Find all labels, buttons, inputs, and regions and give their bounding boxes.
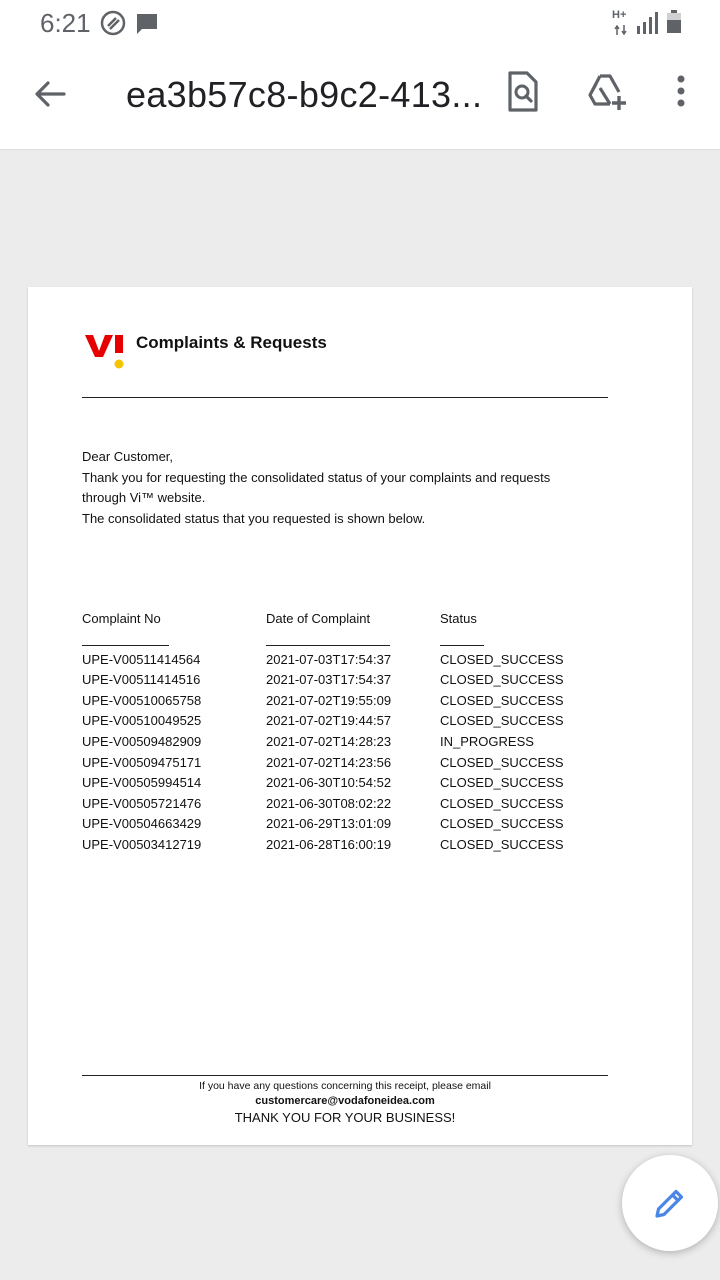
complaint-status: CLOSED_SUCCESS bbox=[440, 836, 564, 852]
footer-email[interactable]: customercare@vodafoneidea.com bbox=[255, 1095, 435, 1107]
complaint-status: IN_PROGRESS bbox=[440, 733, 534, 749]
complaint-date: 2021-06-29T13:01:09 bbox=[266, 816, 392, 832]
header-underline bbox=[440, 645, 484, 646]
complaint-no: UPE-V00503412719 bbox=[82, 836, 202, 852]
vi-logo bbox=[83, 331, 129, 376]
find-in-page-icon[interactable] bbox=[505, 70, 541, 119]
add-to-drive-icon[interactable] bbox=[586, 70, 630, 119]
letter-line: Thank you for requesting the consolidated status of your complaints and requests bbox=[82, 469, 551, 485]
complaint-date: 2021-07-02T14:28:23 bbox=[266, 733, 392, 749]
complaint-status: CLOSED_SUCCESS bbox=[440, 816, 564, 832]
message-icon bbox=[135, 12, 159, 41]
complaint-date: 2021-06-30T08:02:22 bbox=[266, 795, 392, 811]
header-underline bbox=[266, 645, 390, 646]
status-bar bbox=[0, 0, 720, 48]
column-header-status: Status bbox=[440, 611, 477, 626]
edit-pencil-icon bbox=[653, 1186, 687, 1220]
complaint-no: UPE-V00511414516 bbox=[82, 672, 201, 688]
back-arrow-icon[interactable] bbox=[30, 74, 70, 114]
footer-divider bbox=[82, 1075, 608, 1076]
letter-line: The consolidated status that you requested is shown below. bbox=[82, 510, 426, 526]
network-type-label: H+ bbox=[612, 9, 627, 21]
complaint-no: UPE-V00510049525 bbox=[82, 713, 202, 729]
column-header-date: Date of Complaint bbox=[266, 611, 371, 626]
complaint-date: 2021-07-03T17:54:37 bbox=[266, 651, 392, 667]
complaint-no: UPE-V00505721476 bbox=[82, 795, 202, 811]
complaint-status: CLOSED_SUCCESS bbox=[440, 713, 564, 729]
complaint-date: 2021-07-03T17:54:37 bbox=[266, 672, 392, 688]
complaint-no: UPE-V00510065758 bbox=[82, 692, 202, 708]
complaint-no: UPE-V00509482909 bbox=[82, 733, 202, 749]
signal-icon bbox=[636, 12, 660, 39]
footer-note: If you have any questions concerning this receipt, please email bbox=[199, 1080, 491, 1092]
app-bar bbox=[0, 48, 720, 150]
edit-fab-button[interactable] bbox=[622, 1155, 718, 1251]
header-divider bbox=[82, 397, 608, 398]
complaint-date: 2021-07-02T19:55:09 bbox=[266, 692, 392, 708]
complaint-no: UPE-V00511414564 bbox=[82, 651, 201, 667]
complaint-status: CLOSED_SUCCESS bbox=[440, 672, 564, 688]
more-vert-icon[interactable] bbox=[672, 74, 690, 115]
complaint-status: CLOSED_SUCCESS bbox=[440, 775, 564, 791]
column-header-complaint-no: Complaint No bbox=[82, 611, 161, 626]
header-underline bbox=[82, 645, 169, 646]
complaint-status: CLOSED_SUCCESS bbox=[440, 651, 564, 667]
complaint-date: 2021-07-02T14:23:56 bbox=[266, 754, 392, 770]
complaint-date: 2021-06-28T16:00:19 bbox=[266, 836, 392, 852]
data-arrows-icon bbox=[614, 22, 628, 40]
complaint-no: UPE-V00505994514 bbox=[82, 775, 202, 791]
focus-mode-icon bbox=[100, 10, 126, 41]
complaint-status: CLOSED_SUCCESS bbox=[440, 692, 564, 708]
complaint-date: 2021-06-30T10:54:52 bbox=[266, 775, 392, 791]
document-title: ea3b57c8-b9c2-413... bbox=[126, 74, 483, 115]
complaint-no: UPE-V00504663429 bbox=[82, 816, 202, 832]
complaint-status: CLOSED_SUCCESS bbox=[440, 795, 564, 811]
letter-greeting: Dear Customer, bbox=[82, 449, 174, 464]
letter-line: through Vi™ website. bbox=[82, 490, 206, 505]
complaint-date: 2021-07-02T19:44:57 bbox=[266, 713, 392, 729]
footer-thanks: THANK YOU FOR YOUR BUSINESS! bbox=[234, 1110, 456, 1125]
document-heading: Complaints & Requests bbox=[136, 333, 327, 352]
letter-body bbox=[82, 447, 550, 529]
complaint-status: CLOSED_SUCCESS bbox=[440, 754, 564, 770]
status-time: 6:21 bbox=[40, 8, 91, 38]
battery-icon bbox=[666, 10, 682, 39]
document-page bbox=[28, 287, 692, 1145]
complaint-no: UPE-V00509475171 bbox=[82, 754, 202, 770]
